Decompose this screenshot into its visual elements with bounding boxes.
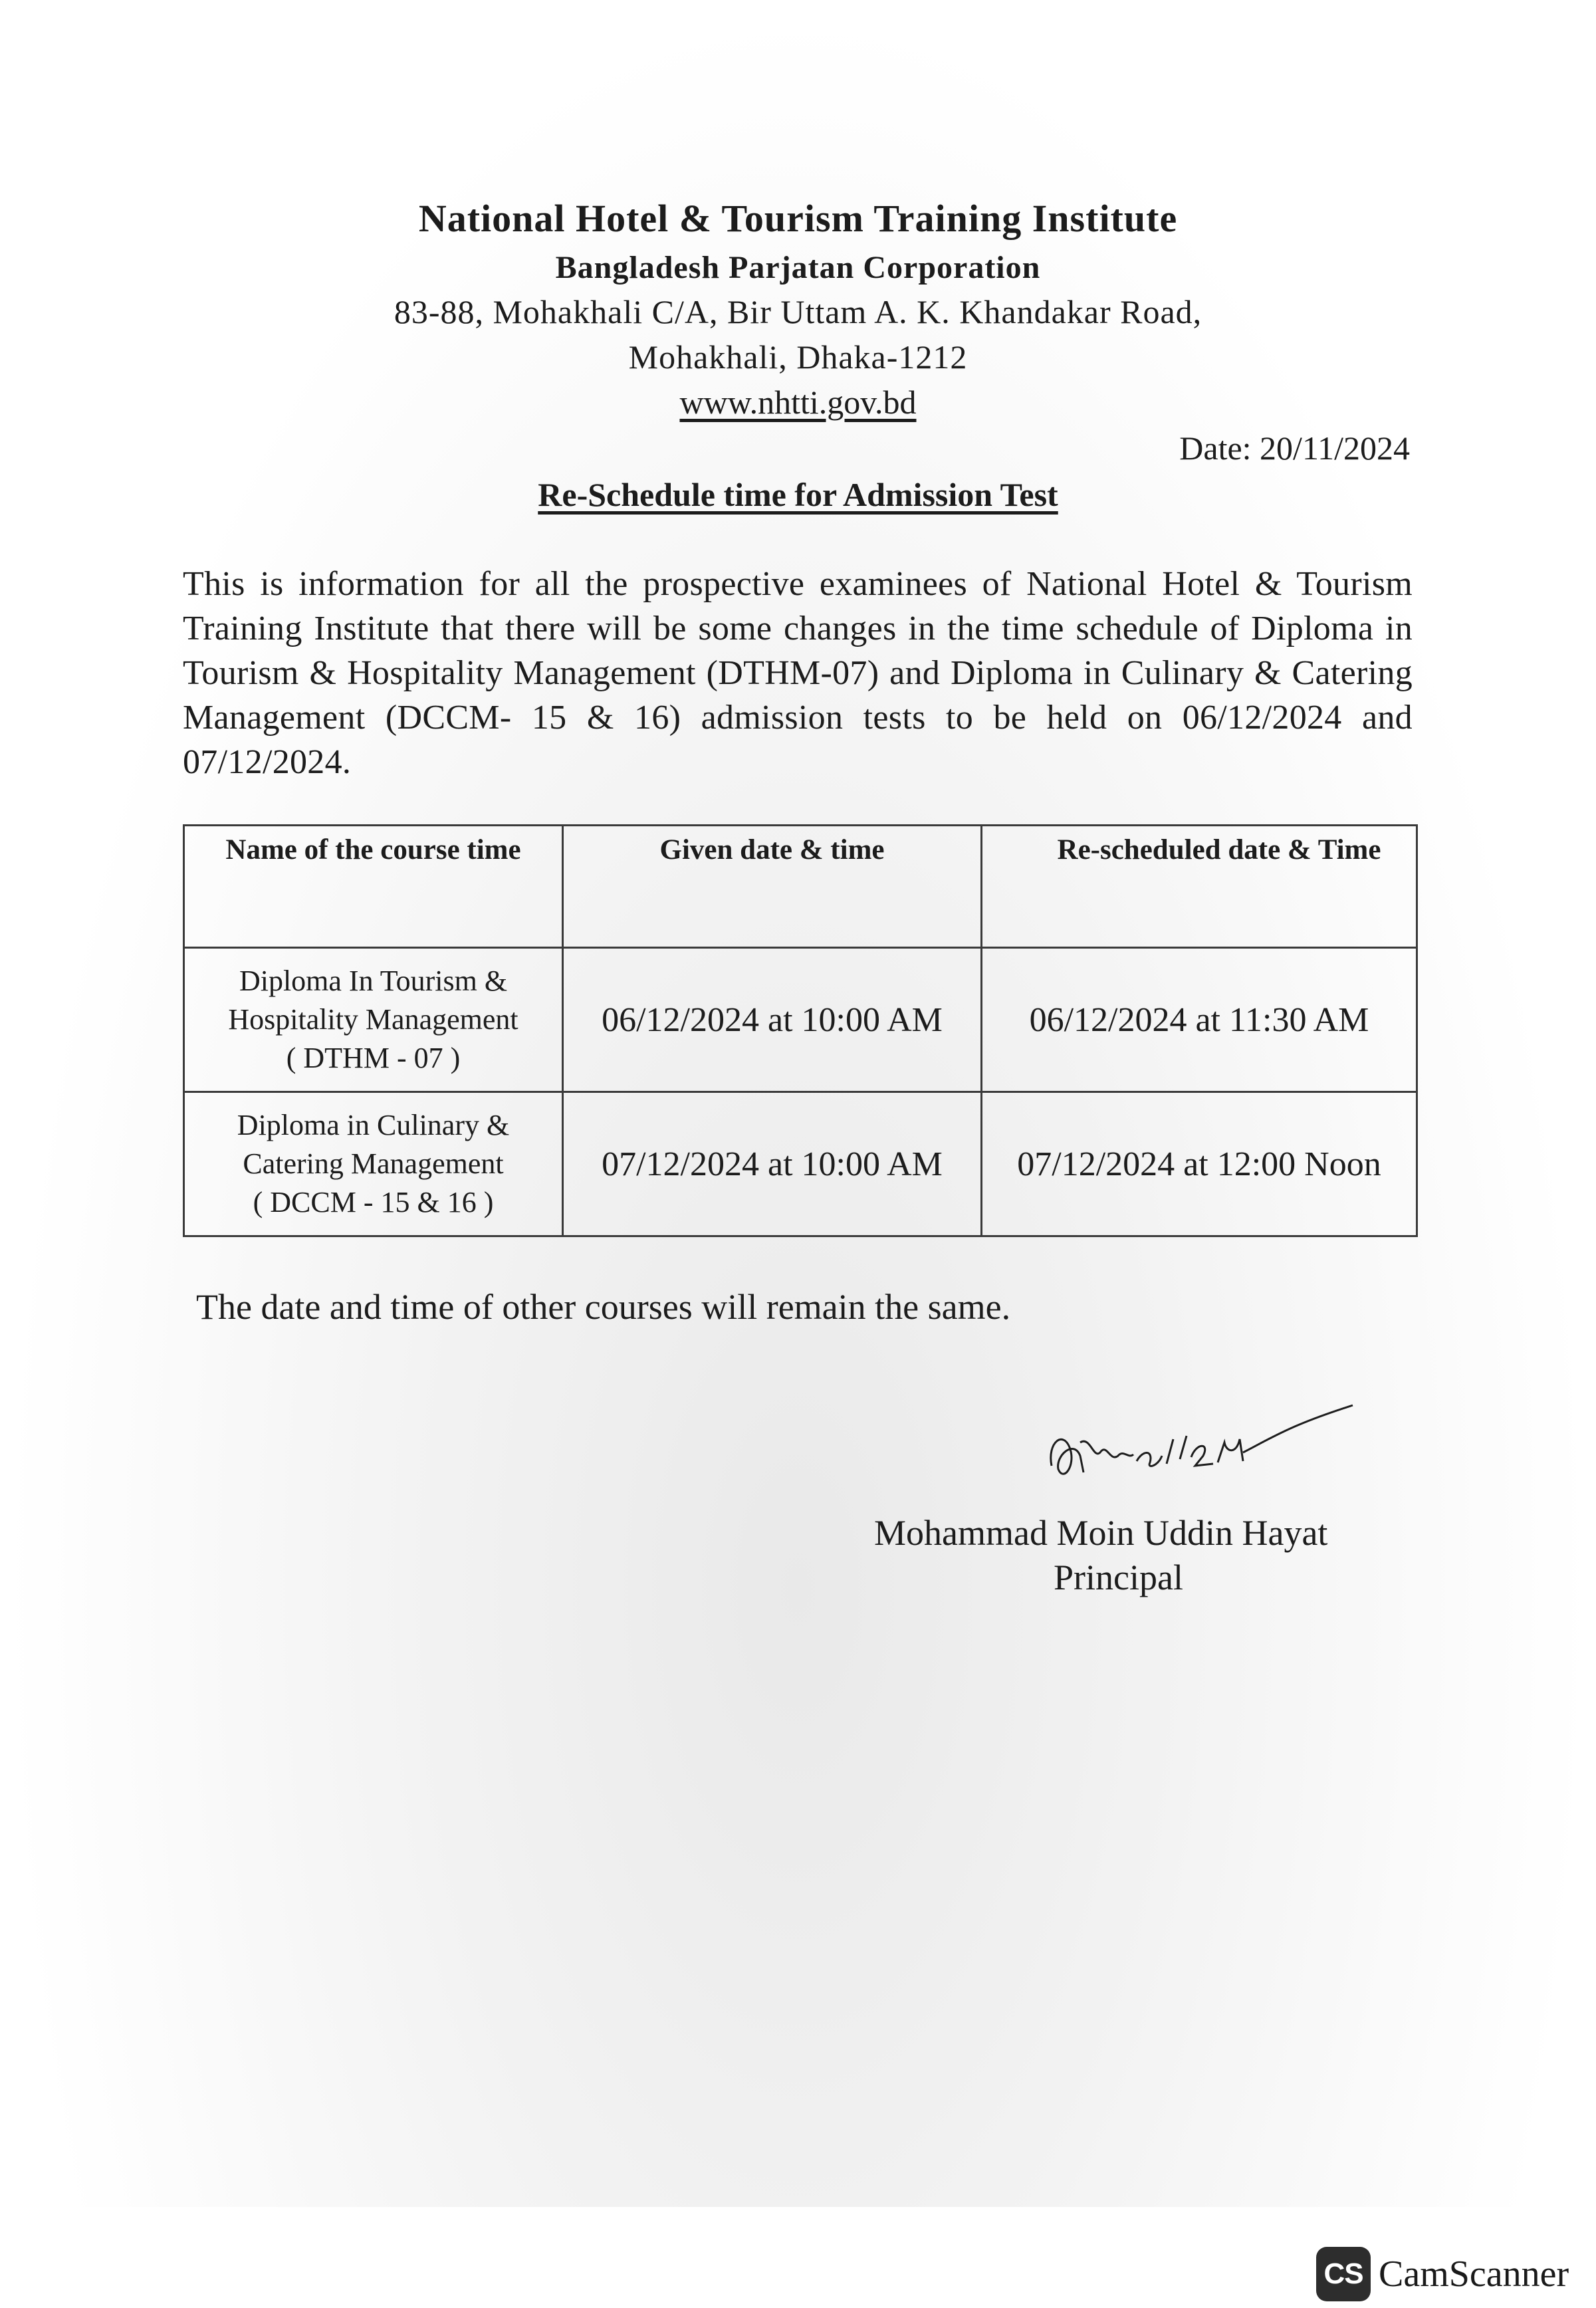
signatory-title: Principal <box>1054 1558 1183 1597</box>
notice-date: Date: 20/11/2024 <box>1179 429 1410 467</box>
handwritten-signature <box>1044 1403 1356 1509</box>
rescheduled-datetime-cell: 07/12/2024 at 12:00 Noon <box>982 1092 1417 1236</box>
course-name-line: Diploma In Tourism & <box>239 965 508 997</box>
website-link[interactable]: www.nhtti.gov.bd <box>679 384 917 421</box>
camscanner-watermark <box>1316 2247 1569 2301</box>
column-header-course: Name of the course time <box>184 826 563 948</box>
course-code: ( DCCM - 15 & 16 ) <box>253 1186 494 1218</box>
course-name-cell <box>184 1092 563 1236</box>
course-code: ( DTHM - 07 ) <box>286 1042 461 1074</box>
notice-body: This is information for all the prospective examinees of National Hotel & Tourism Training Institute that there will be some changes in the time schedule of Diploma in Tourism & Hospitality Management (DTHM-07) and Diploma in Culinary & Catering Management (DCCM- 15 & 16) admission tests to be held on 06/12/2024 and 07/12/2024. <box>183 565 1413 781</box>
closing-statement: The date and time of other courses will remain the same. <box>196 1287 1011 1327</box>
column-header-rescheduled: Re-scheduled date & Time <box>982 826 1417 948</box>
column-header-given: Given date & time <box>563 826 982 948</box>
address-line-2: Mohakhali, Dhaka-1212 <box>628 338 968 376</box>
course-name-line: Diploma in Culinary & <box>237 1109 510 1141</box>
camscanner-label: CamScanner <box>1379 2253 1569 2295</box>
institute-name: National Hotel & Tourism Training Institute <box>418 197 1178 240</box>
course-name-cell <box>184 948 563 1092</box>
table-header-row <box>184 826 1417 948</box>
camscanner-logo-icon: CS <box>1316 2247 1371 2301</box>
signatory-name: Mohammad Moin Uddin Hayat <box>874 1513 1328 1553</box>
table-row <box>184 1092 1417 1236</box>
corporation-name: Bangladesh Parjatan Corporation <box>555 250 1041 285</box>
given-datetime-cell: 06/12/2024 at 10:00 AM <box>563 948 982 1092</box>
address-line-1: 83-88, Mohakhali C/A, Bir Uttam A. K. Khandakar Road, <box>394 293 1202 330</box>
course-name-line: Hospitality Management <box>228 1003 518 1036</box>
schedule-table <box>183 824 1418 1237</box>
notice-subject: Re-Schedule time for Admission Test <box>538 476 1058 513</box>
course-name-line: Catering Management <box>243 1147 504 1180</box>
given-datetime-cell: 07/12/2024 at 10:00 AM <box>563 1092 982 1236</box>
rescheduled-datetime-cell: 06/12/2024 at 11:30 AM <box>982 948 1417 1092</box>
table-row <box>184 948 1417 1092</box>
